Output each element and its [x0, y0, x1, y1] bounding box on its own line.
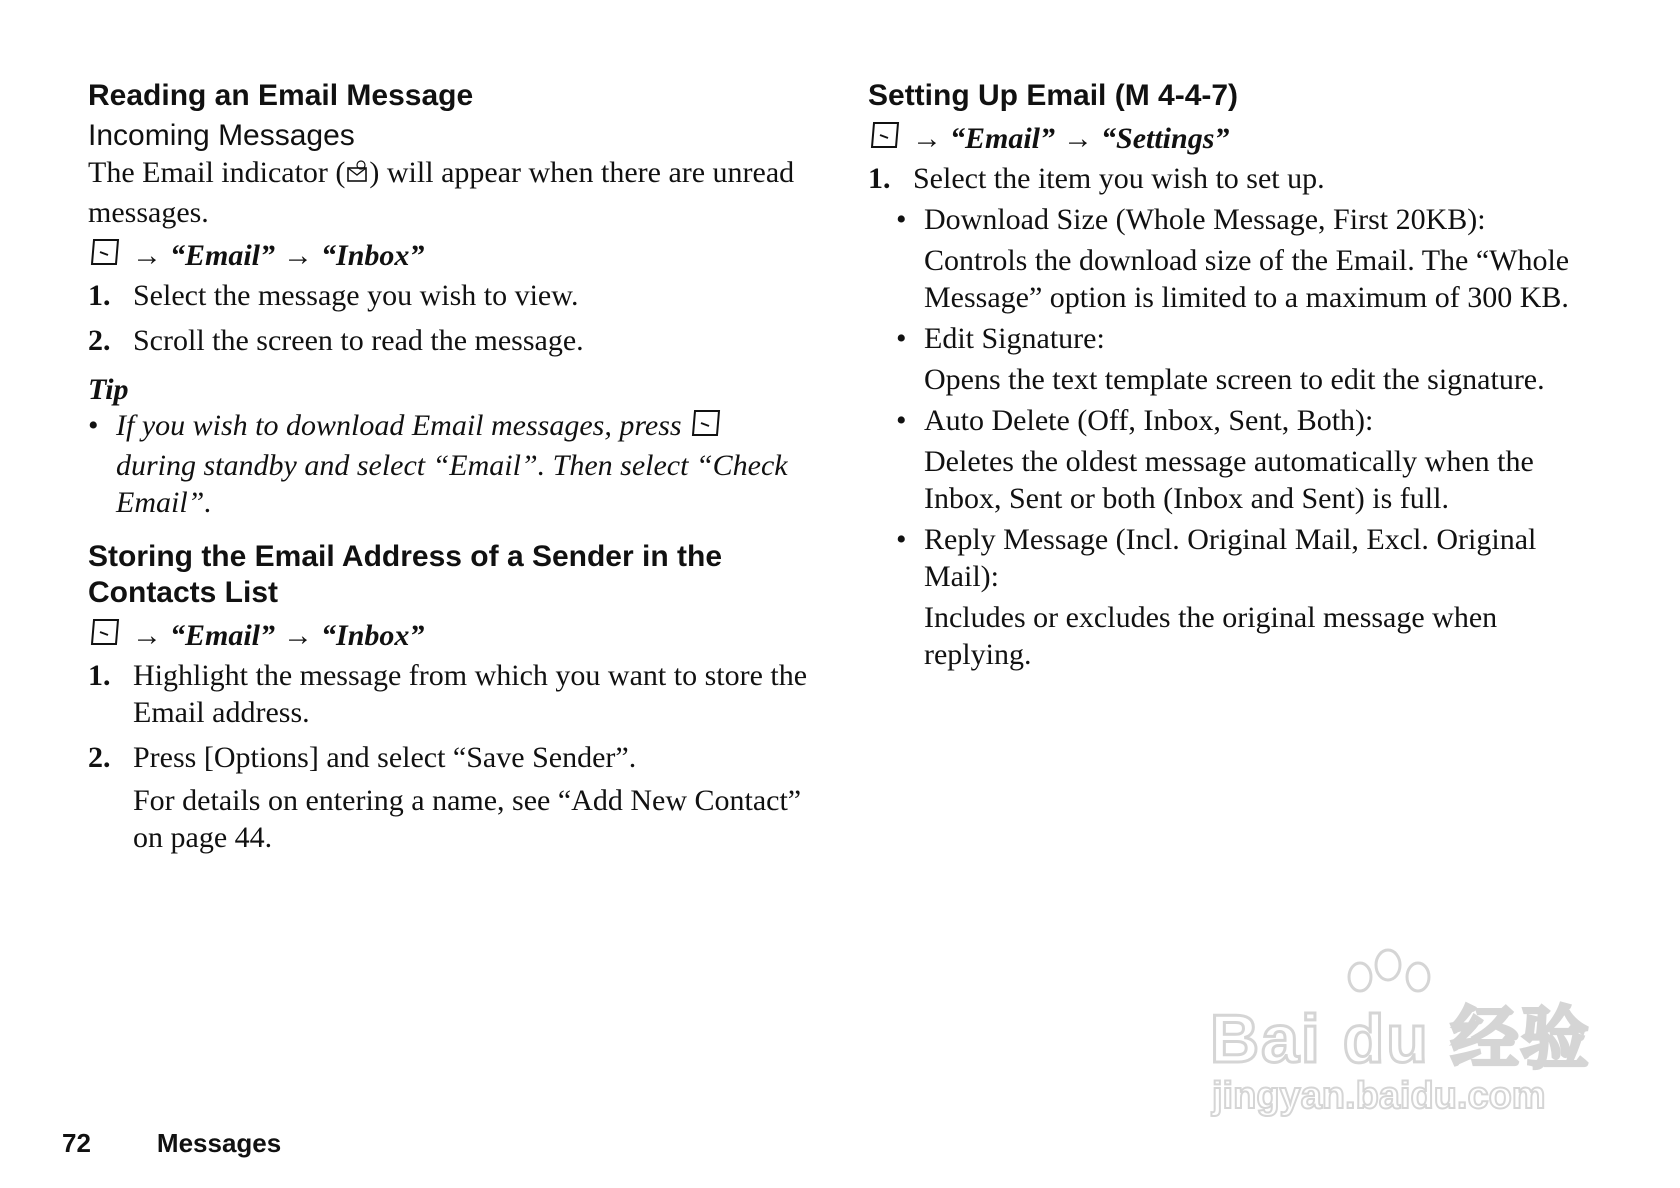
step-item: 1. Select the item you wish to set up. • Download Size (Whole Message, First 20KB): Controls the download size of the Email. The “Whole Message” option is limited to a maximum of 300 KB. • Edit Signature: Opens the text template screen to edit the signature. • Auto Delete (Off, Inbox, Sent, Both): Deletes the oldest message automatically when the Inbox, Sent or both (Inbox and Sent) is full. • Reply Message (Incl. Original Mail, Excl. Original Mail): Includes or excludes the original message when replying. — [868, 160, 1588, 673]
step-item: 1. Select the message you wish to view. — [88, 278, 579, 312]
right-column — [868, 78, 1588, 681]
footer-section: Messages — [156, 1128, 282, 1158]
step-item: 2. Press [Options] and select “Save Sender”. For details on entering a name, see “Add New Contact” on page 44. — [88, 739, 808, 856]
page-footer — [62, 1128, 281, 1159]
menu-path-reading: → “Email” → “Inbox” — [88, 237, 808, 275]
baidu-watermark — [1200, 945, 1600, 1125]
steps-storing — [88, 657, 808, 856]
email-indicator-icon — [345, 157, 369, 194]
subheading-incoming: Incoming Messages — [88, 119, 355, 152]
watermark-brand: Bai du 经验 — [1210, 1001, 1591, 1077]
steps-reading — [88, 277, 808, 359]
settings-options — [896, 201, 1588, 673]
page-number: 72 — [62, 1128, 91, 1158]
menu-path-storing: → “Email” → “Inbox” — [88, 617, 808, 655]
softkey-icon — [88, 237, 124, 275]
menu-path-setup: → “Email” → “Settings” — [868, 120, 1588, 158]
step-note: For details on entering a name, see “Add New Contact” on page 44. — [133, 784, 802, 855]
section-heading-reading: Reading an Email Message — [88, 79, 474, 112]
option-item: • Download Size (Whole Message, First 20KB): Controls the download size of the Email. The “Whole Message” option is limited to a maximum of 300 KB. — [896, 203, 1570, 314]
section-heading-storing: Storing the Email Address of a Sender in the Contacts List — [88, 540, 722, 610]
step-item: 1. Highlight the message from which you want to store the Email address. — [88, 659, 808, 730]
step-item: 2. Scroll the screen to read the message. — [88, 323, 584, 357]
softkey-icon — [868, 120, 904, 158]
steps-setup — [868, 160, 1588, 673]
watermark-url: jingyan.baidu.com — [1212, 1075, 1546, 1117]
option-item: • Edit Signature: Opens the text template screen to edit the signature. — [896, 322, 1545, 396]
section-heading-setup: Setting Up Email (M 4-4-7) — [868, 79, 1239, 112]
option-item: • Reply Message (Incl. Original Mail, Excl. Original Mail): Includes or excludes the original message when replying. — [896, 523, 1537, 671]
left-column — [88, 78, 808, 864]
tip-label: Tip — [88, 372, 129, 406]
softkey-icon — [689, 408, 725, 447]
softkey-icon — [88, 617, 124, 655]
option-item: • Auto Delete (Off, Inbox, Sent, Both): Deletes the oldest message automatically when the Inbox, Sent or both (Inbox and Sent) is full. — [896, 404, 1534, 515]
tip-text: • If you wish to download Email messages, press during standby and select “Email”. Then select “Check Email”. — [88, 408, 788, 520]
intro-paragraph: The Email indicator ( ) will appear when there are unread messages. — [88, 156, 795, 229]
